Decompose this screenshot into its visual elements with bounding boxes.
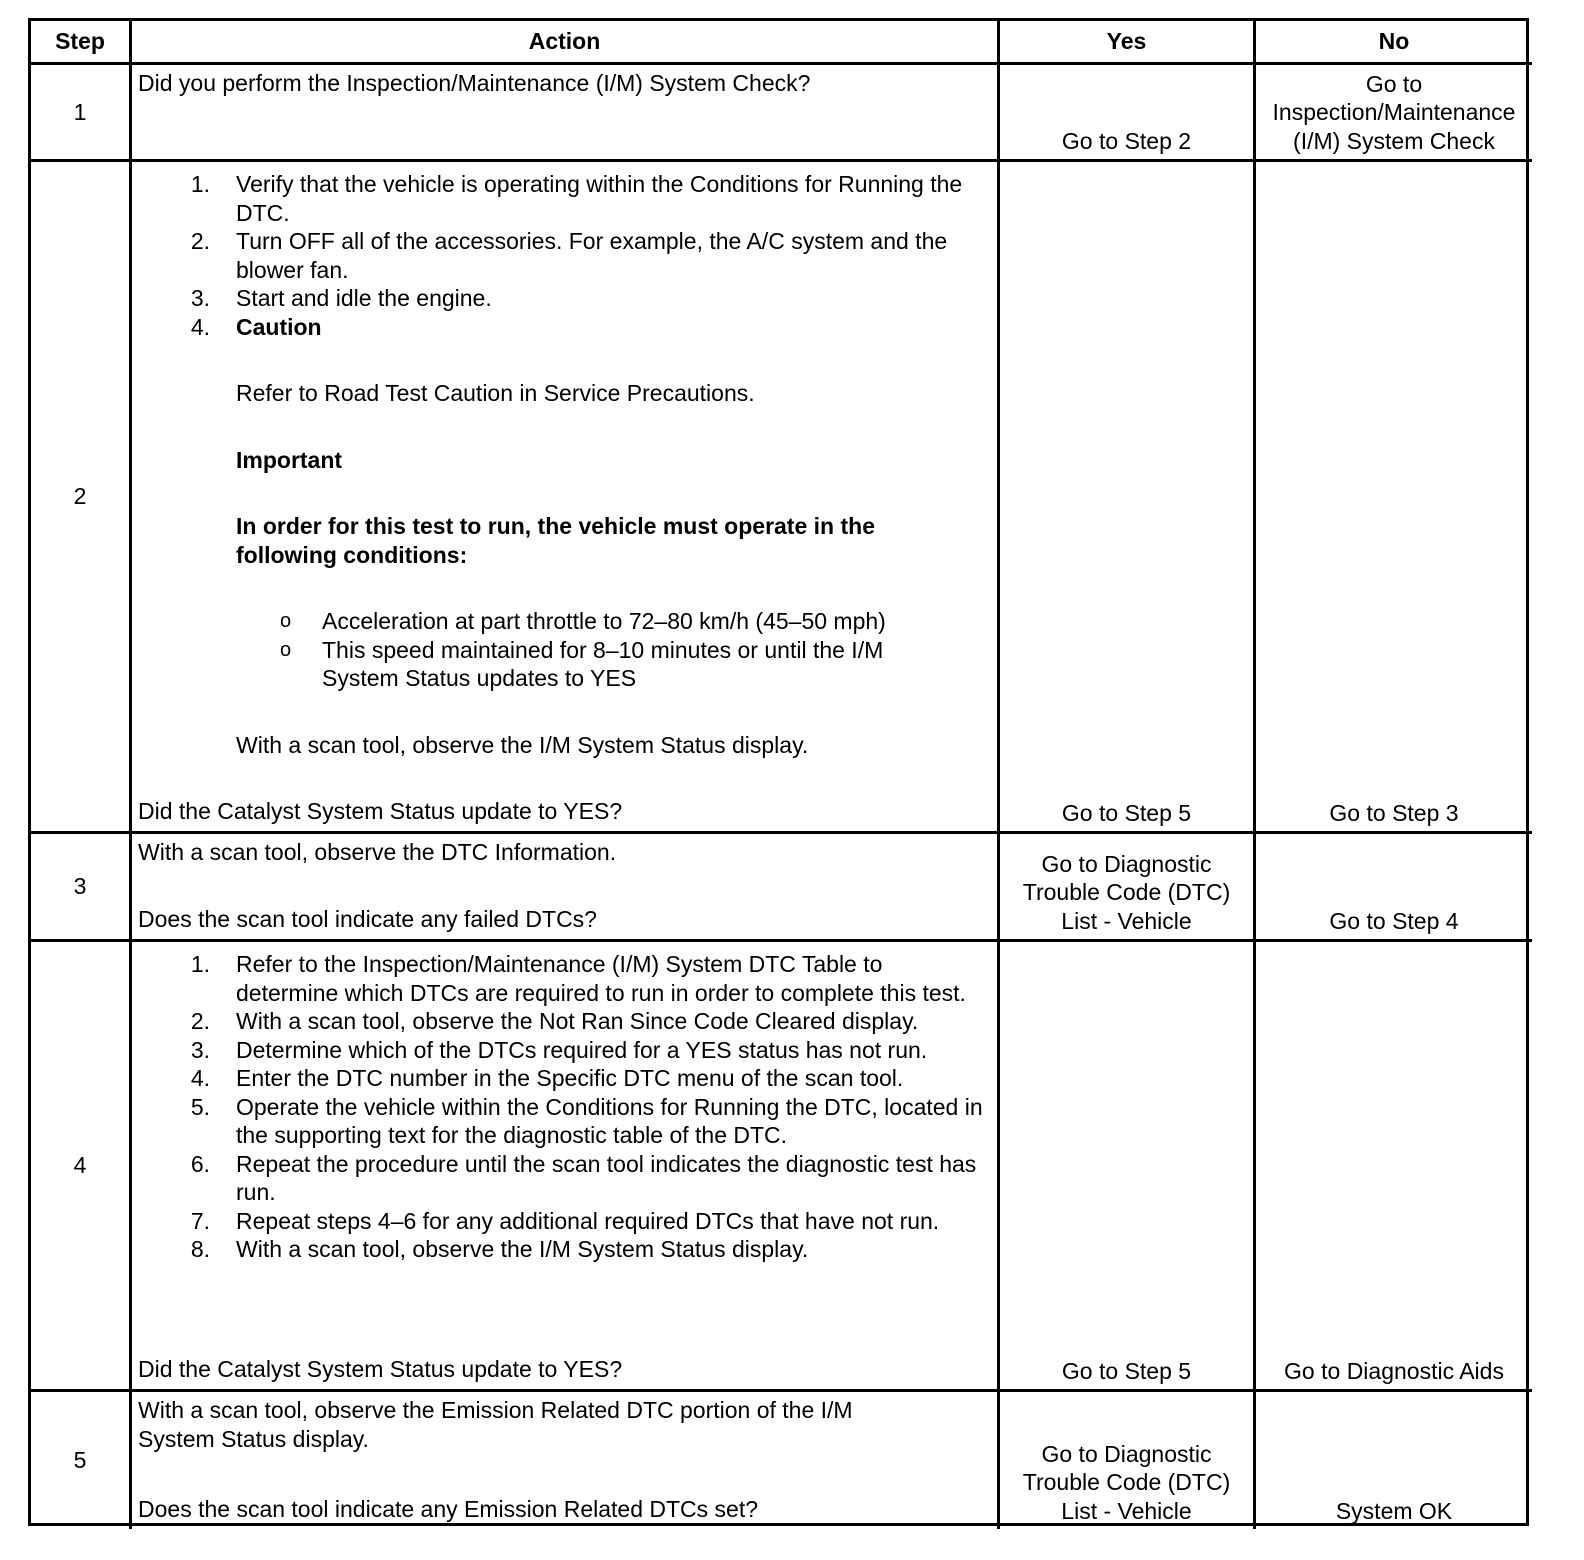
header-yes: Yes [1000,21,1256,65]
list-item [138,1093,991,1150]
yes-cell [1000,942,1256,1392]
list-item [138,1064,991,1093]
no-link[interactable]: Go to Step 3 [1329,799,1459,826]
item-number: 1. [190,951,210,977]
yes-cell [1000,65,1256,162]
item-text: With a scan tool, observe the I/M System Status display. [236,1236,809,1262]
caution-label: Caution [236,313,322,340]
yes-cell [1000,834,1256,942]
no-link[interactable]: Go to Inspection/Maintenance (I/M) System Check [1272,70,1516,154]
no-cell [1256,162,1532,834]
item-number: 1. [190,171,210,197]
list-item [138,1007,991,1036]
item-number: 6. [190,1150,210,1177]
list-item [138,284,991,313]
bullet-text: This speed maintained for 8–10 minutes or until the I/M System Status updates to YES [322,636,884,691]
step-number: 5 [31,1392,132,1529]
header-action: Action [132,21,1000,65]
instruction-text: With a scan tool, observe the Emission Related DTC portion of the I/M System Status display. [138,1397,853,1452]
item-text: Repeat the procedure until the scan tool indicates the diagnostic test has run. [236,1150,977,1205]
item-text: Enter the DTC number in the Specific DTC menu of the scan tool. [236,1065,904,1091]
no-cell [1256,65,1532,162]
diagnostic-table [28,18,1529,1526]
item-text: Start and idle the engine. [236,285,492,311]
action-cell [132,834,1000,942]
list-item [138,1036,991,1065]
list-item [138,1150,991,1207]
no-link[interactable]: Go to Step 4 [1329,907,1459,934]
step-number: 4 [31,942,132,1392]
step-number: 1 [31,65,132,162]
list-item [138,1207,991,1236]
action-cell [132,162,1000,834]
action-cell [132,65,1000,162]
bullet-icon: o [280,610,292,632]
list-item [138,170,991,227]
item-number: 3. [190,1036,210,1063]
question-text: Does the scan tool indicate any Emission Related DTCs set? [138,1495,759,1522]
yes-cell [1000,162,1256,834]
item-number: 3. [190,285,210,311]
important-text: In order for this test to run, the vehicle must operate in the following conditions: [236,513,875,568]
list-item [138,950,991,1007]
question-text: Did the Catalyst System Status update to YES? [138,1355,623,1382]
yes-link[interactable]: Go to Diagnostic Trouble Code (DTC) List - Vehicle [1022,1440,1231,1524]
instruction-text: With a scan tool, observe the DTC Information. [138,839,617,865]
important-label: Important [236,446,343,473]
yes-link[interactable]: Go to Step 2 [1061,127,1192,154]
question-text: Did you perform the Inspection/Maintenance (I/M) System Check? [138,70,811,96]
header-no: No [1256,21,1532,65]
item-number: 4. [190,313,210,340]
question-text: Does the scan tool indicate any failed DTCs? [138,905,597,932]
observe-text: With a scan tool, observe the I/M System Status display. [236,731,809,758]
list-item [138,227,991,284]
numbered-list [138,950,991,1264]
item-number: 7. [190,1207,210,1234]
numbered-list [138,170,991,341]
question-text: Did the Catalyst System Status update to YES? [138,797,623,824]
yes-link[interactable]: Go to Diagnostic Trouble Code (DTC) List - Vehicle [1022,850,1231,934]
no-link[interactable]: System OK [1335,1497,1453,1524]
no-link[interactable]: Go to Diagnostic Aids [1284,1357,1504,1384]
bullet-text: Acceleration at part throttle to 72–80 km/h (45–50 mph) [322,608,886,634]
list-item [280,636,991,693]
item-number: 5. [190,1093,210,1120]
yes-link[interactable]: Go to Step 5 [1061,1357,1192,1384]
yes-link[interactable]: Go to Step 5 [1061,799,1192,826]
header-step: Step [31,21,132,65]
no-cell [1256,942,1532,1392]
item-text: Turn OFF all of the accessories. For example, the A/C system and the blower fan. [236,228,948,283]
action-cell [132,1392,1000,1529]
step-number: 3 [31,834,132,942]
yes-cell [1000,1392,1256,1529]
item-text: Operate the vehicle within the Conditions for Running the DTC, located in the supporting text for the diagnostic table of the DTC. [236,1093,983,1148]
item-number: 2. [190,228,210,254]
caution-text: Refer to Road Test Caution in Service Precautions. [236,380,755,406]
list-item [138,313,991,342]
conditions-list [280,607,991,693]
item-number: 8. [190,1236,210,1262]
item-number: 2. [190,1008,210,1034]
no-cell [1256,1392,1532,1529]
bullet-icon: o [280,638,292,661]
item-text: Determine which of the DTCs required for a YES status has not run. [236,1036,928,1063]
item-text: Repeat steps 4–6 for any additional required DTCs that have not run. [236,1207,940,1234]
list-item [280,607,991,636]
no-cell [1256,834,1532,942]
action-cell [132,942,1000,1392]
item-text: Verify that the vehicle is operating within the Conditions for Running the DTC. [236,171,963,226]
list-item [138,1235,991,1264]
item-text: Refer to the Inspection/Maintenance (I/M) System DTC Table to determine which DTCs are required to run in order to complete this test. [236,951,966,1006]
step-number: 2 [31,162,132,834]
item-text: With a scan tool, observe the Not Ran Since Code Cleared display. [236,1008,919,1034]
item-number: 4. [190,1065,210,1091]
